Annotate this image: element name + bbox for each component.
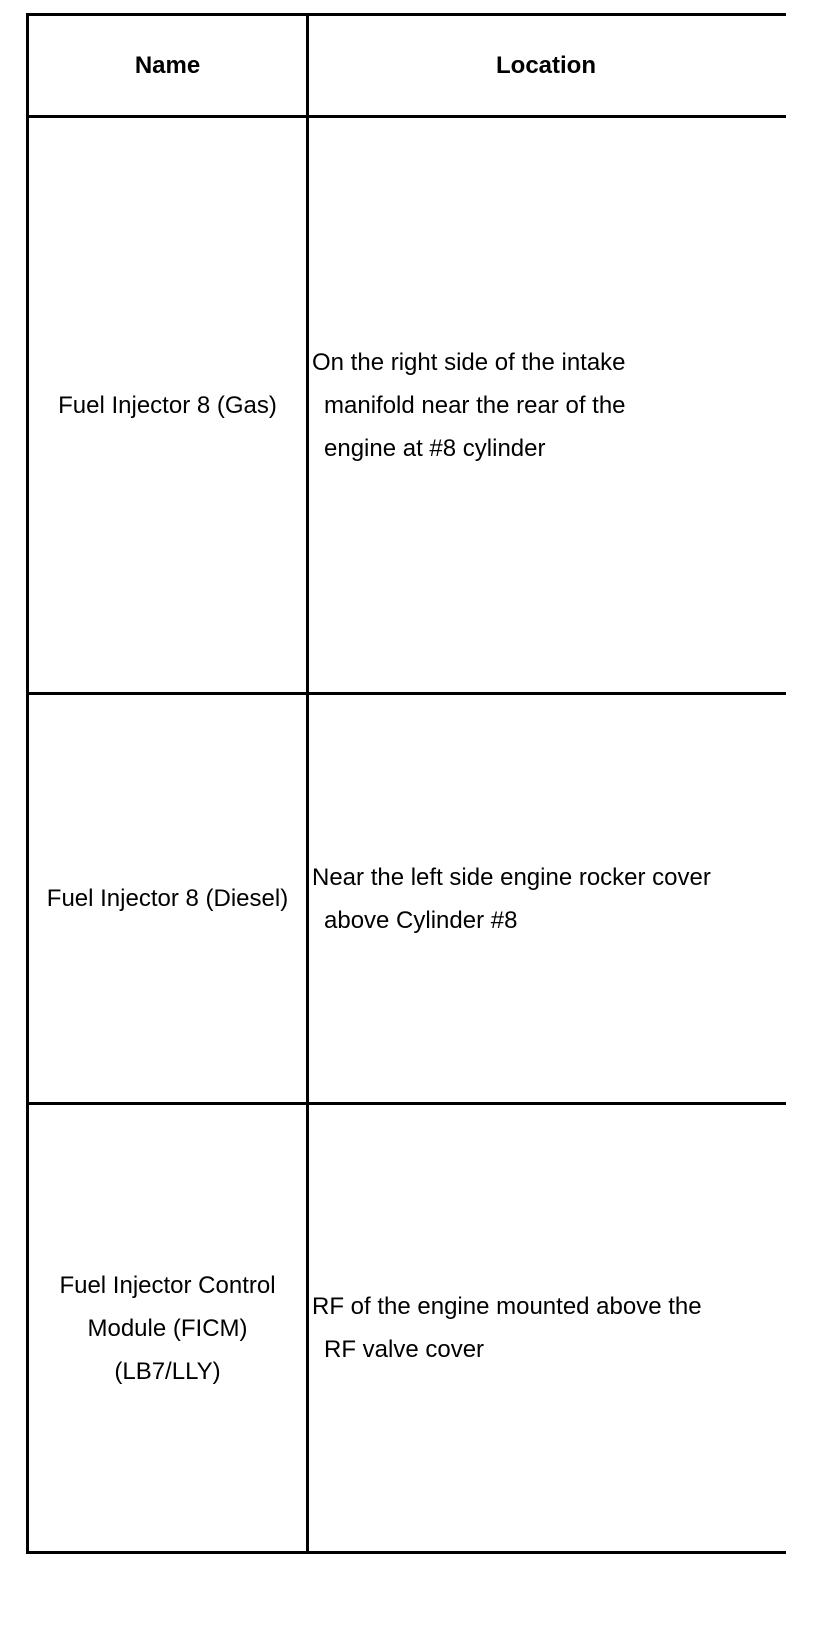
table-row [29,1102,786,1551]
location-cell [309,695,786,1102]
column-header-name: Name [29,16,309,115]
component-location: Near the left side engine rocker cover above Cylinder #8 [312,863,711,934]
component-name: Fuel Injector 8 (Gas) [58,391,277,419]
component-name: Fuel Injector Control Module (FICM) (LB7/LLY) [59,1271,276,1385]
component-location: RF of the engine mounted above the RF valve cover [312,1293,702,1363]
table-row [29,115,786,692]
component-location-table [26,13,786,1554]
column-header-location: Location [496,52,596,79]
component-name: Fuel Injector 8 (Diesel) [46,885,289,912]
location-cell [309,1105,786,1551]
name-cell [29,695,309,1102]
location-cell [309,118,786,692]
name-cell [29,1105,309,1551]
table-header-row [29,16,786,115]
name-cell [29,118,309,692]
table-row [29,692,786,1102]
component-location: On the right side of the intake manifold near the rear of the engine at #8 cylinder [312,348,626,462]
